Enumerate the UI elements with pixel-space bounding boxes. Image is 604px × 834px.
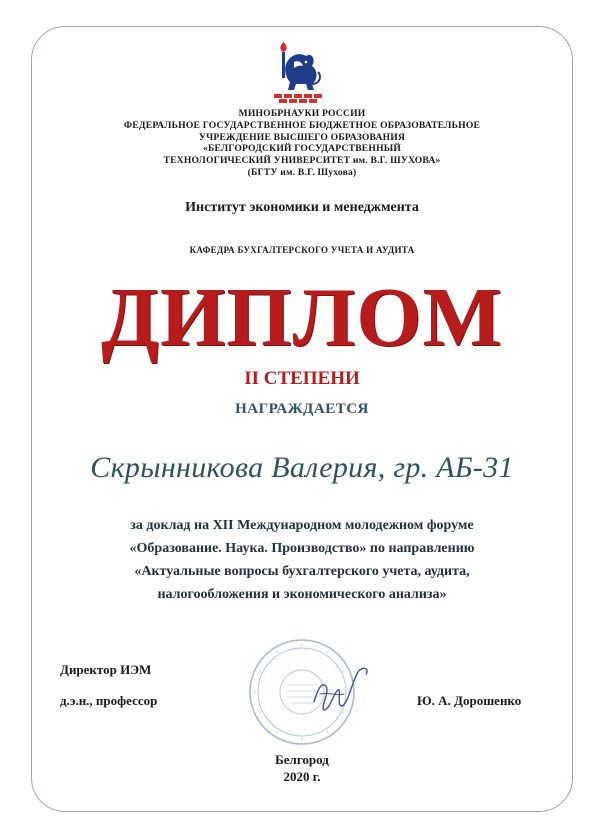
header-line: «БЕЛГОРОДСКИЙ ГОСУДАРСТВЕННЫЙ: [202, 143, 402, 155]
city: Белгород: [275, 752, 329, 767]
place-and-date: [0, 751, 604, 785]
department-name: КАФЕДРА БУХГАЛТЕРСКОГО УЧЕТА И АУДИТА: [189, 245, 415, 255]
institute-name: Институт экономики и менеджмента: [185, 200, 419, 215]
header-line: (БГТУ им. В.Г. Шухова): [247, 166, 357, 178]
header-line: УЧРЕЖДЕНИЕ ВЫСШЕГО ОБРАЗОВАНИЯ: [198, 131, 406, 143]
header-line: ФЕДЕРАЛЬНОЕ ГОСУДАРСТВЕННОЕ БЮДЖЕТНОЕ ОБРАЗОВАТЕЛЬНОЕ: [123, 119, 481, 131]
header-line: МИНОБРНАУКИ РОССИИ: [238, 108, 366, 119]
university-logo-icon: [268, 40, 330, 104]
signatory-rank: д.э.н., профессор: [60, 693, 158, 708]
header-line: ТЕХНОЛОГИЧЕСКИЙ УНИВЕРСИТЕТ им. В.Г. ШУХОВА»: [163, 155, 441, 167]
signature-icon: [300, 662, 375, 722]
description-line: за доклад на XII Международном молодежном форуме: [130, 518, 474, 533]
signatory-name: Ю. А. Дорошенко: [417, 693, 522, 708]
award-description: [0, 514, 604, 606]
description-line: «Образование. Наука. Производство» по направлению: [129, 541, 475, 556]
ministry-header: [0, 108, 604, 179]
diploma-title: ДИПЛОМ: [101, 271, 503, 364]
description-line: «Актуальные вопросы бухгалтерского учета, аудита,: [134, 564, 470, 579]
awarded-label: НАГРАЖДАЕТСЯ: [235, 401, 369, 417]
diploma-degree: II СТЕПЕНИ: [244, 368, 360, 389]
signatory-title: Директор ИЭМ: [60, 662, 152, 677]
recipient-name: Скрынникова Валерия, гр. АБ-31: [90, 451, 514, 484]
description-line: налогообложения и экономического анализа»: [157, 587, 447, 602]
year: 2020 г.: [283, 769, 321, 784]
